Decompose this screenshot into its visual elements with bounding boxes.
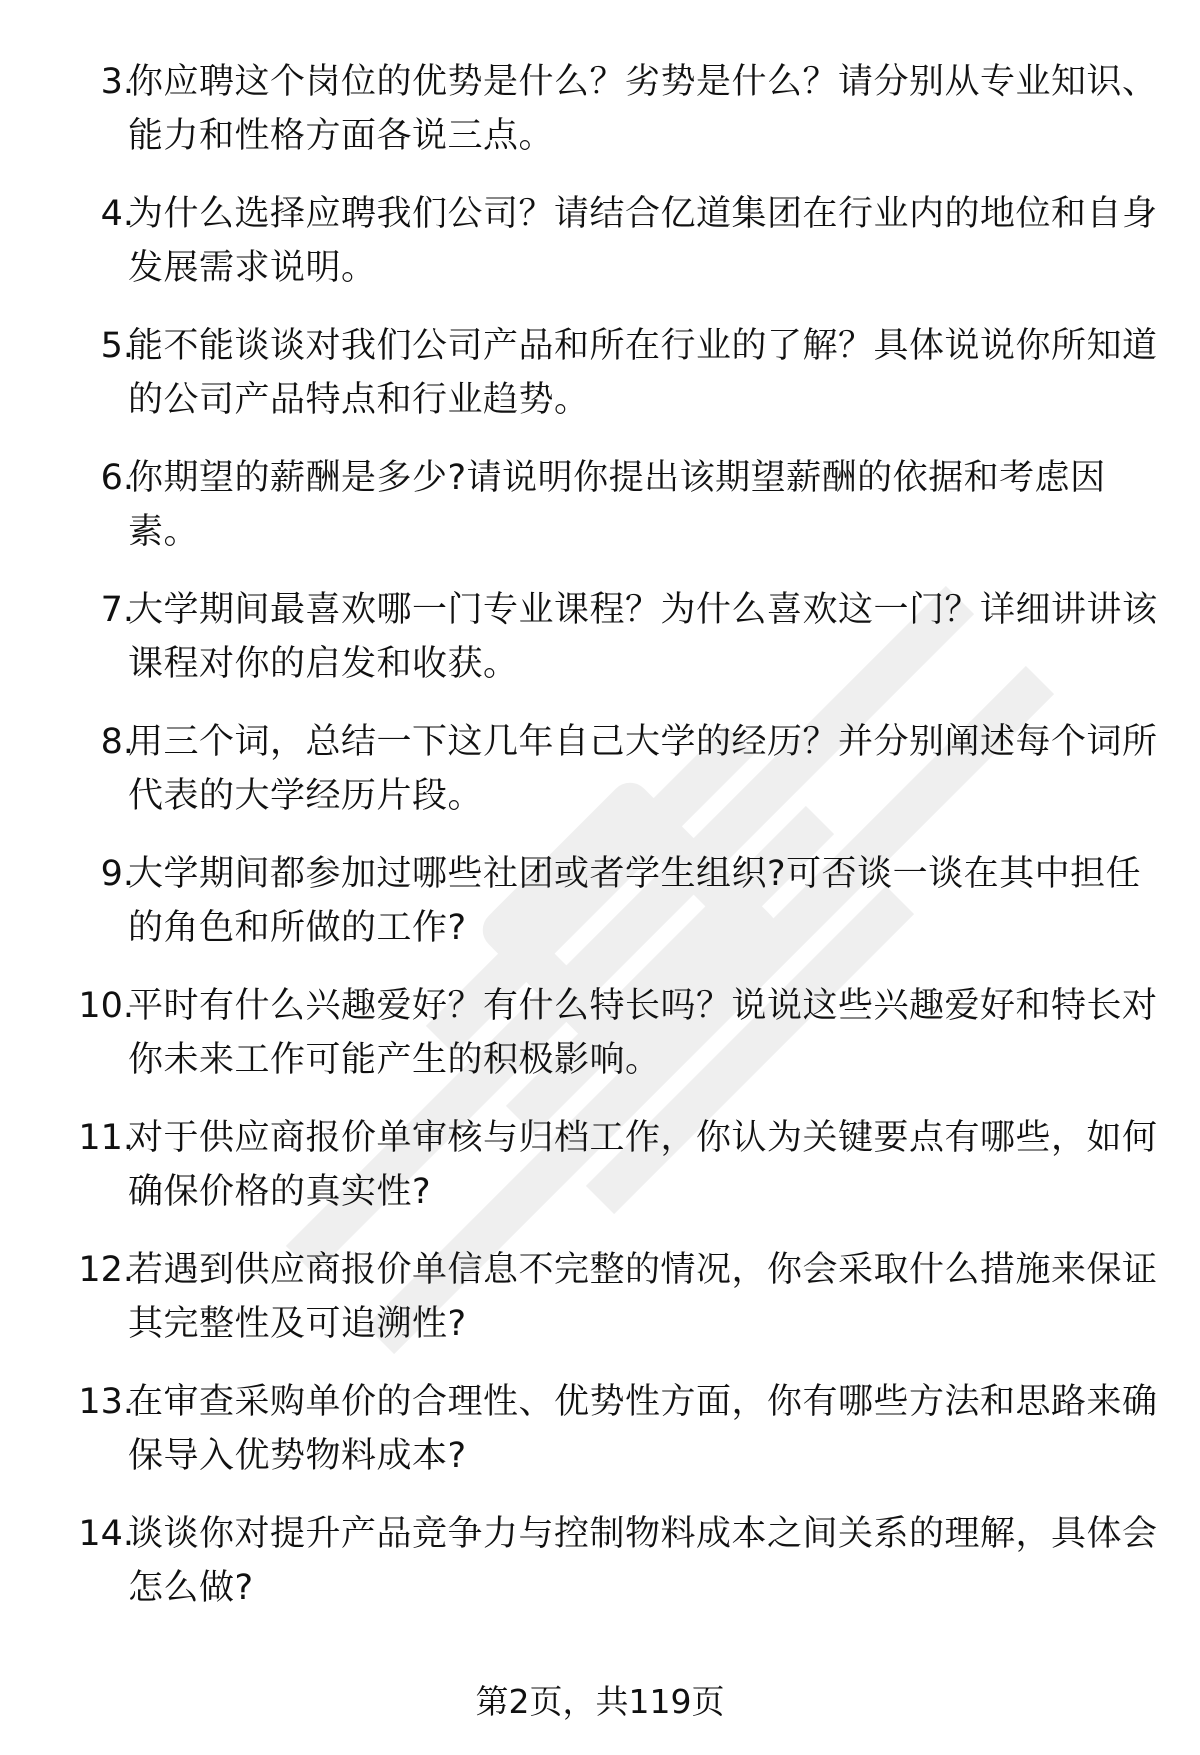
question-item — [0, 1375, 1200, 1507]
question-number: 13. — [78, 1382, 134, 1422]
question-number: 14. — [78, 1514, 134, 1554]
question-text: 大学期间都参加过哪些社团或者学生组织?可否谈一谈在其中担任的角色和所做的工作? — [128, 854, 1142, 948]
question-number: 10. — [78, 986, 134, 1026]
question-item — [0, 847, 1200, 979]
question-number: 6. — [100, 458, 134, 498]
question-number: 9. — [100, 854, 134, 894]
question-text: 你期望的薪酬是多少?请说明你提出该期望薪酬的依据和考虑因素。 — [128, 458, 1106, 552]
question-item — [0, 979, 1200, 1111]
page-number-footer: 第2页，共119页 — [475, 1682, 725, 1721]
question-text: 若遇到供应商报价单信息不完整的情况，你会采取什么措施来保证其完整性及可追溯性? — [128, 1250, 1158, 1344]
question-text: 能不能谈谈对我们公司产品和所在行业的了解？具体说说你所知道的公司产品特点和行业趋势。 — [128, 326, 1158, 420]
question-text: 用三个词，总结一下这几年自己大学的经历？并分别阐述每个词所代表的大学经历片段。 — [128, 722, 1158, 816]
question-text: 你应聘这个岗位的优势是什么？劣势是什么？请分别从专业知识、能力和性格方面各说三点。 — [128, 62, 1158, 156]
question-list — [0, 55, 1200, 1639]
question-item — [0, 583, 1200, 715]
question-item — [0, 187, 1200, 319]
question-number: 3. — [100, 62, 134, 102]
question-item — [0, 319, 1200, 451]
question-number: 5. — [100, 326, 134, 366]
question-item — [0, 55, 1200, 187]
question-text: 对于供应商报价单审核与归档工作，你认为关键要点有哪些，如何确保价格的真实性? — [128, 1118, 1158, 1212]
question-number: 8. — [100, 722, 134, 762]
question-item — [0, 715, 1200, 847]
question-text: 为什么选择应聘我们公司？请结合亿道集团在行业内的地位和自身发展需求说明。 — [128, 194, 1158, 288]
question-item — [0, 1111, 1200, 1243]
question-item — [0, 1243, 1200, 1375]
question-text: 大学期间最喜欢哪一门专业课程？为什么喜欢这一门？详细讲讲该课程对你的启发和收获。 — [128, 590, 1158, 684]
question-text: 在审查采购单价的合理性、优势性方面，你有哪些方法和思路来确保导入优势物料成本? — [128, 1382, 1158, 1476]
question-number: 4. — [100, 194, 134, 234]
question-number: 11. — [78, 1118, 134, 1158]
question-text: 平时有什么兴趣爱好？有什么特长吗？说说这些兴趣爱好和特长对你未来工作可能产生的积极影响。 — [128, 986, 1158, 1080]
question-number: 7. — [100, 590, 134, 630]
question-text: 谈谈你对提升产品竞争力与控制物料成本之间关系的理解，具体会怎么做? — [128, 1514, 1158, 1608]
question-item — [0, 1507, 1200, 1639]
question-number: 12. — [78, 1250, 134, 1290]
question-item — [0, 451, 1200, 583]
